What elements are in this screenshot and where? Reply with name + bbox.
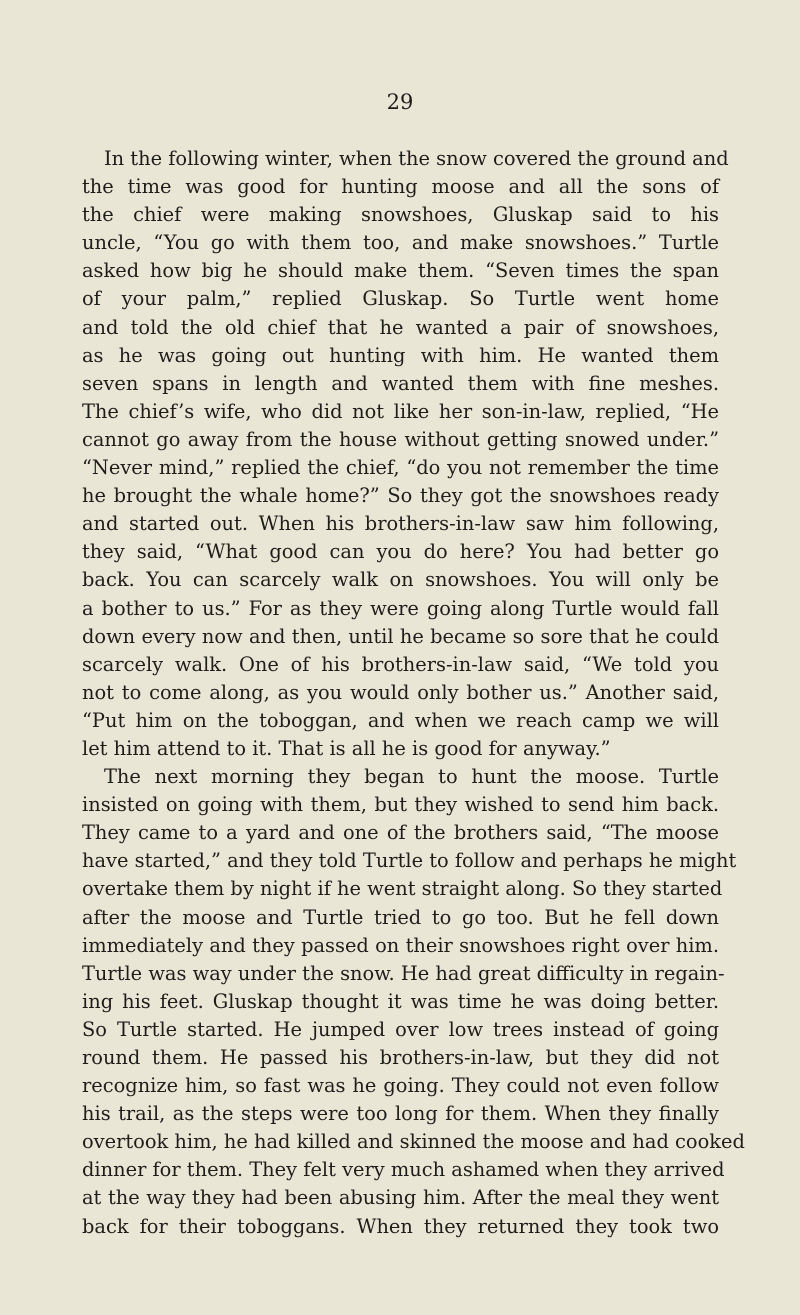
text-line: So Turtle started. He jumped over low trees instead of going	[82, 1017, 719, 1041]
text-line: round them. He passed his brothers-in-law, but they did not	[82, 1046, 719, 1069]
text-line: and started out. When his brothers-in-law saw him following,	[82, 512, 719, 536]
text-line: cannot go away from the house without getting snowed under.”	[82, 427, 719, 451]
text-line: the time was good for hunting moose and all the sons of	[82, 175, 719, 199]
text-line: and told the old chief that he wanted a pair of snowshoes,	[82, 315, 719, 339]
text-line: immediately and they passed on their snowshoes right over him.	[82, 933, 719, 957]
text-line: the chief were making snowshoes, Gluskap said to his	[82, 203, 719, 227]
body-text	[82, 145, 745, 1241]
text-line: let him attend to it. That is all he is good for anyway.”	[82, 736, 611, 760]
text-line: In the following winter, when the snow covered the ground and	[104, 147, 729, 170]
text-line: insisted on going with them, but they wished to send him back.	[82, 793, 719, 817]
text-line: seven spans in length and wanted them with fine meshes.	[82, 371, 719, 395]
text-line: recognize him, so fast was he going. They could not even follow	[82, 1074, 719, 1098]
text-line: not to come along, as you would only bother us.” Another said,	[82, 680, 719, 704]
text-line: at the way they had been abusing him. After the meal they went	[82, 1186, 719, 1210]
page-number: 29	[386, 90, 414, 114]
text-line: scarcely walk. One of his brothers-in-law said, “We told you	[82, 652, 719, 676]
text-line: after the moose and Turtle tried to go too. But he fell down	[82, 905, 719, 929]
text-line: asked how big he should make them. “Seven times the span	[82, 259, 719, 283]
text-line: They came to a yard and one of the brothers said, “The moose	[82, 821, 719, 845]
text-line: ing his feet. Gluskap thought it was time he was doing better.	[82, 989, 719, 1013]
text-line: back. You can scarcely walk on snowshoes. You will only be	[82, 568, 719, 592]
text-line: he brought the whale home?” So they got the snowshoes ready	[82, 484, 719, 508]
text-line: his trail, as the steps were too long for them. When they finally	[82, 1102, 719, 1126]
text-line: a bother to us.” For as they were going along Turtle would fall	[82, 596, 719, 620]
text-line: Turtle was way under the snow. He had great difficulty in regain-	[82, 961, 725, 985]
text-line: “Never mind,” replied the chief, “do you not remember the time	[82, 456, 719, 480]
text-line: “Put him on the toboggan, and when we reach camp we will	[82, 708, 719, 732]
text-line: The chief’s wife, who did not like her son-in-law, replied, “He	[82, 399, 719, 423]
text-line: as he was going out hunting with him. He wanted them	[82, 343, 719, 367]
text-line: have started,” and they told Turtle to follow and perhaps he might	[82, 849, 737, 873]
text-line: down every now and then, until he became so sore that he could	[82, 624, 719, 648]
text-line: The next morning they began to hunt the moose. Turtle	[104, 765, 719, 789]
text-line: back for their toboggans. When they returned they took two	[82, 1214, 719, 1238]
text-line: overtook him, he had killed and skinned the moose and had cooked	[82, 1130, 745, 1154]
text-line: they said, “What good can you do here? You had better go	[82, 540, 719, 564]
text-line: dinner for them. They felt very much ashamed when they arrived	[82, 1158, 725, 1182]
text-line: of your palm,” replied Gluskap. So Turtle went home	[82, 287, 719, 311]
text-line: overtake them by night if he went straight along. So they started	[82, 877, 723, 901]
text-line: uncle, “You go with them too, and make snowshoes.” Turtle	[82, 231, 719, 255]
